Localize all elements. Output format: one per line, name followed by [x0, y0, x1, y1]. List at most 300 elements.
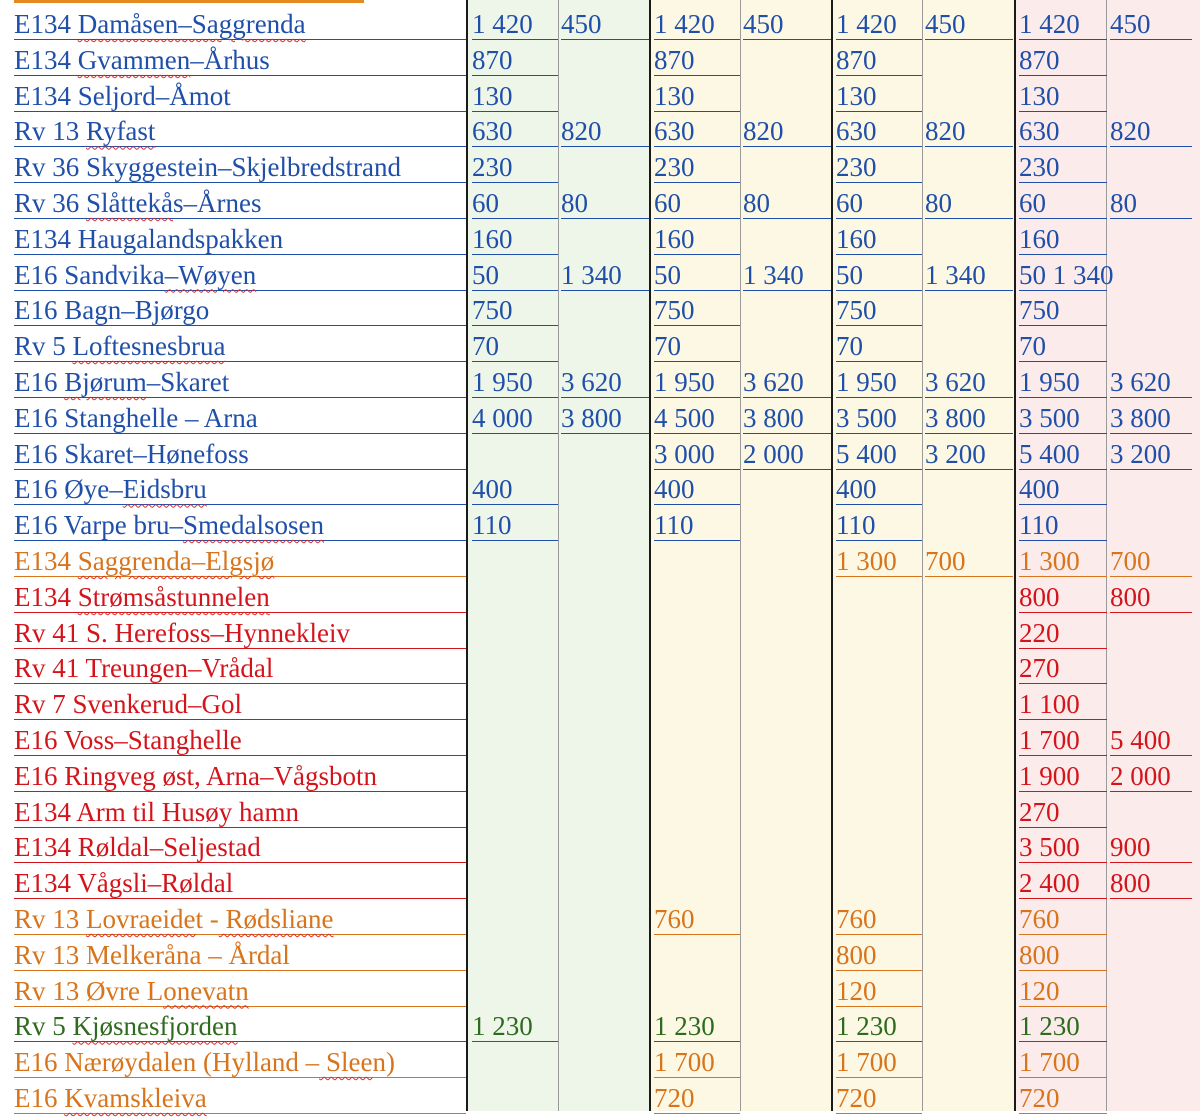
table-row[interactable] [0, 613, 1200, 649]
value-cell[interactable]: 120 [836, 971, 922, 1007]
value-cell[interactable] [561, 40, 649, 76]
road-project-name[interactable]: E16 Øye–Eidsbru [14, 469, 466, 505]
value-cell[interactable]: 3 200 [1110, 434, 1192, 470]
value-cell[interactable] [654, 613, 740, 649]
value-cell[interactable]: 110 [472, 505, 558, 541]
value-cell[interactable]: 870 [472, 40, 558, 76]
value-cell[interactable]: 1 700 [654, 1042, 740, 1078]
value-cell[interactable]: 160 [472, 219, 558, 255]
value-cell[interactable] [1110, 792, 1192, 828]
table-row[interactable] [0, 326, 1200, 362]
value-cell[interactable]: 720 [836, 1078, 922, 1114]
road-project-name[interactable]: Rv 13 Melkeråna – Årdal [14, 935, 466, 971]
value-cell[interactable]: 160 [836, 219, 922, 255]
value-cell[interactable] [472, 792, 558, 828]
table-row[interactable] [0, 935, 1200, 971]
value-cell[interactable] [654, 971, 740, 1007]
value-cell[interactable] [561, 792, 649, 828]
value-cell[interactable]: 2 400 [1019, 863, 1107, 899]
value-cell[interactable]: 3 800 [743, 398, 831, 434]
value-cell[interactable] [743, 1042, 831, 1078]
value-cell[interactable] [654, 756, 740, 792]
table-row[interactable] [0, 1006, 1200, 1042]
value-cell[interactable] [654, 577, 740, 613]
value-cell[interactable] [1110, 76, 1192, 112]
value-cell[interactable]: 450 [743, 4, 831, 40]
value-cell[interactable]: 5 400 [836, 434, 922, 470]
table-row[interactable] [0, 434, 1200, 470]
value-cell[interactable]: 630 [654, 111, 740, 147]
value-cell[interactable] [743, 863, 831, 899]
value-cell[interactable]: 80 [925, 183, 1013, 219]
value-cell[interactable] [925, 469, 1013, 505]
value-cell[interactable]: 2 000 [1110, 756, 1192, 792]
value-cell[interactable] [561, 469, 649, 505]
value-cell[interactable]: 720 [1019, 1078, 1107, 1114]
value-cell[interactable] [654, 541, 740, 577]
value-cell[interactable]: 80 [561, 183, 649, 219]
value-cell[interactable] [561, 1006, 649, 1042]
value-cell[interactable]: 110 [836, 505, 922, 541]
value-cell[interactable] [1110, 1078, 1192, 1114]
value-cell[interactable] [925, 147, 1013, 183]
value-cell[interactable]: 4 500 [654, 398, 740, 434]
table-row[interactable] [0, 684, 1200, 720]
value-cell[interactable] [743, 147, 831, 183]
value-cell[interactable]: 750 [472, 290, 558, 326]
value-cell[interactable] [743, 684, 831, 720]
value-cell[interactable]: 1 230 [836, 1006, 922, 1042]
value-cell[interactable]: 870 [1019, 40, 1107, 76]
value-cell[interactable] [743, 648, 831, 684]
value-cell[interactable]: 130 [1019, 76, 1107, 112]
value-cell[interactable]: 1 700 [836, 1042, 922, 1078]
value-cell[interactable]: 1 950 [1019, 362, 1107, 398]
value-cell[interactable]: 720 [654, 1078, 740, 1114]
value-cell[interactable] [1110, 219, 1192, 255]
road-project-name[interactable]: Rv 13 Lovraeidet - Rødsliane [14, 899, 466, 935]
value-cell[interactable] [925, 971, 1013, 1007]
value-cell[interactable] [561, 684, 649, 720]
road-project-name[interactable]: Rv 7 Svenkerud–Gol [14, 684, 466, 720]
table-row[interactable] [0, 40, 1200, 76]
value-cell[interactable]: 1 300 [836, 541, 922, 577]
value-cell[interactable]: 3 620 [1110, 362, 1192, 398]
value-cell[interactable]: 50 1 340 [1019, 255, 1107, 291]
table-row[interactable] [0, 398, 1200, 434]
value-cell[interactable]: 400 [836, 469, 922, 505]
value-cell[interactable] [925, 326, 1013, 362]
value-cell[interactable] [561, 935, 649, 971]
value-cell[interactable]: 60 [472, 183, 558, 219]
table-row[interactable] [0, 577, 1200, 613]
value-cell[interactable] [561, 756, 649, 792]
value-cell[interactable]: 110 [1019, 505, 1107, 541]
value-cell[interactable] [1110, 469, 1192, 505]
table-row[interactable] [0, 792, 1200, 828]
value-cell[interactable]: 3 800 [925, 398, 1013, 434]
value-cell[interactable] [472, 613, 558, 649]
value-cell[interactable]: 1 420 [836, 4, 922, 40]
value-cell[interactable]: 120 [1019, 971, 1107, 1007]
value-cell[interactable] [836, 684, 922, 720]
value-cell[interactable] [472, 577, 558, 613]
value-cell[interactable]: 70 [654, 326, 740, 362]
value-cell[interactable] [1110, 290, 1192, 326]
value-cell[interactable] [836, 863, 922, 899]
value-cell[interactable] [1110, 935, 1192, 971]
value-cell[interactable] [743, 1006, 831, 1042]
table-row[interactable] [0, 1042, 1200, 1078]
value-cell[interactable]: 400 [472, 469, 558, 505]
value-cell[interactable] [654, 863, 740, 899]
value-cell[interactable]: 3 000 [654, 434, 740, 470]
value-cell[interactable] [743, 827, 831, 863]
value-cell[interactable] [561, 1078, 649, 1114]
table-row[interactable] [0, 4, 1200, 40]
value-cell[interactable]: 80 [743, 183, 831, 219]
value-cell[interactable] [561, 505, 649, 541]
value-cell[interactable]: 450 [925, 4, 1013, 40]
value-cell[interactable]: 800 [836, 935, 922, 971]
value-cell[interactable]: 900 [1110, 827, 1192, 863]
value-cell[interactable] [743, 756, 831, 792]
road-project-name[interactable]: E16 Voss–Stanghelle [14, 720, 466, 756]
road-project-name[interactable]: E134 Vågsli–Røldal [14, 863, 466, 899]
value-cell[interactable] [743, 899, 831, 935]
value-cell[interactable]: 800 [1019, 935, 1107, 971]
table-row[interactable] [0, 541, 1200, 577]
value-cell[interactable] [472, 899, 558, 935]
value-cell[interactable]: 870 [654, 40, 740, 76]
value-cell[interactable]: 750 [1019, 290, 1107, 326]
table-row[interactable] [0, 899, 1200, 935]
value-cell[interactable] [472, 935, 558, 971]
value-cell[interactable]: 230 [654, 147, 740, 183]
table-row[interactable] [0, 469, 1200, 505]
value-cell[interactable] [472, 1078, 558, 1114]
value-cell[interactable]: 5 400 [1019, 434, 1107, 470]
value-cell[interactable] [472, 827, 558, 863]
value-cell[interactable] [472, 756, 558, 792]
value-cell[interactable] [472, 434, 558, 470]
value-cell[interactable]: 50 [472, 255, 558, 291]
road-project-name[interactable]: Rv 41 S. Herefoss–Hynnekleiv [14, 613, 466, 649]
table-row[interactable] [0, 183, 1200, 219]
value-cell[interactable] [561, 971, 649, 1007]
value-cell[interactable]: 1 230 [1019, 1006, 1107, 1042]
road-project-name[interactable]: E16 Skaret–Hønefoss [14, 434, 466, 470]
value-cell[interactable] [925, 1078, 1013, 1114]
value-cell[interactable] [743, 290, 831, 326]
road-project-name[interactable]: E134 Saggrenda–Elgsjø [14, 541, 466, 577]
value-cell[interactable]: 70 [472, 326, 558, 362]
value-cell[interactable] [1110, 684, 1192, 720]
value-cell[interactable]: 820 [743, 111, 831, 147]
value-cell[interactable] [743, 720, 831, 756]
value-cell[interactable] [654, 684, 740, 720]
table-row[interactable] [0, 827, 1200, 863]
value-cell[interactable] [1110, 1006, 1192, 1042]
value-cell[interactable] [743, 971, 831, 1007]
value-cell[interactable]: 60 [654, 183, 740, 219]
value-cell[interactable]: 230 [1019, 147, 1107, 183]
value-cell[interactable] [743, 935, 831, 971]
value-cell[interactable] [561, 827, 649, 863]
value-cell[interactable] [561, 577, 649, 613]
value-cell[interactable] [561, 899, 649, 935]
value-cell[interactable]: 800 [1110, 577, 1192, 613]
value-cell[interactable]: 110 [654, 505, 740, 541]
road-project-name[interactable]: E134 Strømsåstunnelen [14, 577, 466, 613]
value-cell[interactable]: 1 300 [1019, 541, 1107, 577]
value-cell[interactable] [1110, 147, 1192, 183]
table-row[interactable] [0, 255, 1200, 291]
value-cell[interactable]: 3 500 [1019, 398, 1107, 434]
value-cell[interactable]: 750 [654, 290, 740, 326]
value-cell[interactable] [836, 792, 922, 828]
value-cell[interactable] [654, 648, 740, 684]
value-cell[interactable] [925, 505, 1013, 541]
value-cell[interactable]: 1 340 [743, 255, 831, 291]
value-cell[interactable] [561, 434, 649, 470]
value-cell[interactable]: 630 [1019, 111, 1107, 147]
value-cell[interactable] [472, 541, 558, 577]
value-cell[interactable] [925, 1042, 1013, 1078]
value-cell[interactable] [743, 505, 831, 541]
value-cell[interactable]: 3 620 [561, 362, 649, 398]
value-cell[interactable] [743, 219, 831, 255]
value-cell[interactable]: 130 [836, 76, 922, 112]
value-cell[interactable] [472, 684, 558, 720]
value-cell[interactable]: 50 [654, 255, 740, 291]
road-project-name[interactable]: E16 Varpe bru–Smedalsosen [14, 505, 466, 541]
table-row[interactable] [0, 1078, 1200, 1114]
value-cell[interactable] [836, 720, 922, 756]
value-cell[interactable] [925, 1006, 1013, 1042]
road-project-name[interactable]: E16 Nærøydalen (Hylland – Sleen) [14, 1042, 466, 1078]
value-cell[interactable] [925, 756, 1013, 792]
value-cell[interactable] [561, 1042, 649, 1078]
road-project-name[interactable]: Rv 5 Kjøsnesfjorden [14, 1006, 466, 1042]
value-cell[interactable] [561, 541, 649, 577]
value-cell[interactable] [925, 684, 1013, 720]
road-project-name[interactable]: Rv 5 Loftesnesbrua [14, 326, 466, 362]
value-cell[interactable]: 1 420 [654, 4, 740, 40]
value-cell[interactable] [925, 613, 1013, 649]
value-cell[interactable]: 1 340 [561, 255, 649, 291]
value-cell[interactable]: 3 620 [743, 362, 831, 398]
value-cell[interactable] [472, 648, 558, 684]
road-project-name[interactable]: E16 Bagn–Bjørgo [14, 290, 466, 326]
value-cell[interactable]: 1 700 [1019, 1042, 1107, 1078]
value-cell[interactable] [472, 863, 558, 899]
value-cell[interactable]: 1 950 [654, 362, 740, 398]
value-cell[interactable]: 60 [836, 183, 922, 219]
value-cell[interactable] [654, 720, 740, 756]
value-cell[interactable] [654, 827, 740, 863]
value-cell[interactable]: 760 [1019, 899, 1107, 935]
value-cell[interactable] [925, 76, 1013, 112]
value-cell[interactable] [1110, 1042, 1192, 1078]
value-cell[interactable] [1110, 40, 1192, 76]
value-cell[interactable]: 3 800 [1110, 398, 1192, 434]
value-cell[interactable]: 3 800 [561, 398, 649, 434]
road-project-name[interactable]: E134 Damåsen–Saggrenda [14, 4, 466, 40]
value-cell[interactable]: 1 700 [1019, 720, 1107, 756]
table-row[interactable] [0, 720, 1200, 756]
value-cell[interactable] [472, 971, 558, 1007]
table-row[interactable] [0, 111, 1200, 147]
road-project-name[interactable]: Rv 41 Treungen–Vrådal [14, 648, 466, 684]
value-cell[interactable] [1110, 971, 1192, 1007]
value-cell[interactable] [743, 613, 831, 649]
value-cell[interactable] [925, 577, 1013, 613]
value-cell[interactable]: 760 [836, 899, 922, 935]
road-project-name[interactable]: Rv 36 Skyggestein–Skjelbredstrand [14, 147, 466, 183]
table-row[interactable] [0, 971, 1200, 1007]
value-cell[interactable]: 1 340 [925, 255, 1013, 291]
value-cell[interactable] [925, 219, 1013, 255]
value-cell[interactable]: 750 [836, 290, 922, 326]
value-cell[interactable]: 3 200 [925, 434, 1013, 470]
value-cell[interactable] [472, 1042, 558, 1078]
road-project-name[interactable]: Rv 36 Slåttekås–Årnes [14, 183, 466, 219]
value-cell[interactable] [561, 147, 649, 183]
value-cell[interactable]: 800 [1110, 863, 1192, 899]
value-cell[interactable]: 2 000 [743, 434, 831, 470]
value-cell[interactable]: 1 420 [472, 4, 558, 40]
value-cell[interactable] [925, 720, 1013, 756]
value-cell[interactable] [925, 863, 1013, 899]
value-cell[interactable] [743, 469, 831, 505]
value-cell[interactable] [561, 219, 649, 255]
table-row[interactable] [0, 76, 1200, 112]
value-cell[interactable]: 800 [1019, 577, 1107, 613]
value-cell[interactable]: 1 420 [1019, 4, 1107, 40]
value-cell[interactable] [1110, 326, 1192, 362]
value-cell[interactable] [836, 827, 922, 863]
value-cell[interactable]: 160 [654, 219, 740, 255]
road-project-name[interactable]: E16 Sandvika–Wøyen [14, 255, 466, 291]
value-cell[interactable] [743, 1078, 831, 1114]
table-row[interactable] [0, 756, 1200, 792]
value-cell[interactable]: 1 100 [1019, 684, 1107, 720]
road-project-name[interactable]: E16 Stanghelle – Arna [14, 398, 466, 434]
value-cell[interactable] [925, 792, 1013, 828]
value-cell[interactable] [654, 792, 740, 828]
value-cell[interactable] [743, 40, 831, 76]
value-cell[interactable]: 230 [472, 147, 558, 183]
value-cell[interactable] [836, 756, 922, 792]
table-row[interactable] [0, 290, 1200, 326]
value-cell[interactable] [836, 648, 922, 684]
value-cell[interactable]: 450 [561, 4, 649, 40]
value-cell[interactable] [561, 720, 649, 756]
value-cell[interactable]: 5 400 [1110, 720, 1192, 756]
road-project-name[interactable]: E134 Arm til Husøy hamn [14, 792, 466, 828]
value-cell[interactable] [561, 290, 649, 326]
value-cell[interactable]: 3 500 [1019, 827, 1107, 863]
value-cell[interactable]: 1 230 [654, 1006, 740, 1042]
value-cell[interactable]: 4 000 [472, 398, 558, 434]
value-cell[interactable]: 630 [472, 111, 558, 147]
value-cell[interactable]: 270 [1019, 648, 1107, 684]
value-cell[interactable] [743, 76, 831, 112]
value-cell[interactable] [925, 899, 1013, 935]
road-project-name[interactable]: E134 Seljord–Åmot [14, 76, 466, 112]
value-cell[interactable] [561, 326, 649, 362]
table-row[interactable] [0, 362, 1200, 398]
value-cell[interactable]: 1 230 [472, 1006, 558, 1042]
value-cell[interactable]: 630 [836, 111, 922, 147]
value-cell[interactable]: 270 [1019, 792, 1107, 828]
value-cell[interactable]: 820 [1110, 111, 1192, 147]
value-cell[interactable] [925, 935, 1013, 971]
road-project-name[interactable]: E134 Røldal–Seljestad [14, 827, 466, 863]
value-cell[interactable]: 820 [561, 111, 649, 147]
value-cell[interactable] [561, 648, 649, 684]
value-cell[interactable] [743, 541, 831, 577]
value-cell[interactable] [743, 577, 831, 613]
value-cell[interactable]: 870 [836, 40, 922, 76]
road-project-name[interactable]: E16 Kvamskleiva [14, 1078, 466, 1114]
value-cell[interactable]: 220 [1019, 613, 1107, 649]
value-cell[interactable]: 450 [1110, 4, 1192, 40]
value-cell[interactable]: 700 [1110, 541, 1192, 577]
value-cell[interactable]: 160 [1019, 219, 1107, 255]
value-cell[interactable] [836, 613, 922, 649]
table-row[interactable] [0, 648, 1200, 684]
value-cell[interactable]: 60 [1019, 183, 1107, 219]
value-cell[interactable] [743, 326, 831, 362]
value-cell[interactable]: 50 [836, 255, 922, 291]
value-cell[interactable]: 1 950 [836, 362, 922, 398]
value-cell[interactable]: 1 900 [1019, 756, 1107, 792]
value-cell[interactable] [836, 577, 922, 613]
value-cell[interactable]: 3 620 [925, 362, 1013, 398]
value-cell[interactable] [925, 827, 1013, 863]
value-cell[interactable]: 400 [654, 469, 740, 505]
value-cell[interactable] [654, 935, 740, 971]
road-project-name[interactable]: E134 Haugalandspakken [14, 219, 466, 255]
value-cell[interactable]: 760 [654, 899, 740, 935]
value-cell[interactable] [925, 290, 1013, 326]
road-project-name[interactable]: E16 Ringveg øst, Arna–Vågsbotn [14, 756, 466, 792]
value-cell[interactable] [1110, 899, 1192, 935]
value-cell[interactable] [743, 792, 831, 828]
value-cell[interactable] [925, 40, 1013, 76]
table-row[interactable] [0, 219, 1200, 255]
table-row[interactable] [0, 863, 1200, 899]
value-cell[interactable] [561, 863, 649, 899]
road-project-name[interactable]: Rv 13 Ryfast [14, 111, 466, 147]
value-cell[interactable] [1110, 255, 1192, 291]
value-cell[interactable]: 1 950 [472, 362, 558, 398]
value-cell[interactable]: 230 [836, 147, 922, 183]
value-cell[interactable] [561, 76, 649, 112]
value-cell[interactable]: 70 [1019, 326, 1107, 362]
value-cell[interactable] [472, 720, 558, 756]
value-cell[interactable]: 700 [925, 541, 1013, 577]
value-cell[interactable] [1110, 648, 1192, 684]
road-project-name[interactable]: Rv 13 Øvre Lonevatn [14, 971, 466, 1007]
road-project-name[interactable]: E16 Bjørum–Skaret [14, 362, 466, 398]
value-cell[interactable] [1110, 613, 1192, 649]
value-cell[interactable]: 400 [1019, 469, 1107, 505]
value-cell[interactable]: 80 [1110, 183, 1192, 219]
value-cell[interactable]: 130 [654, 76, 740, 112]
